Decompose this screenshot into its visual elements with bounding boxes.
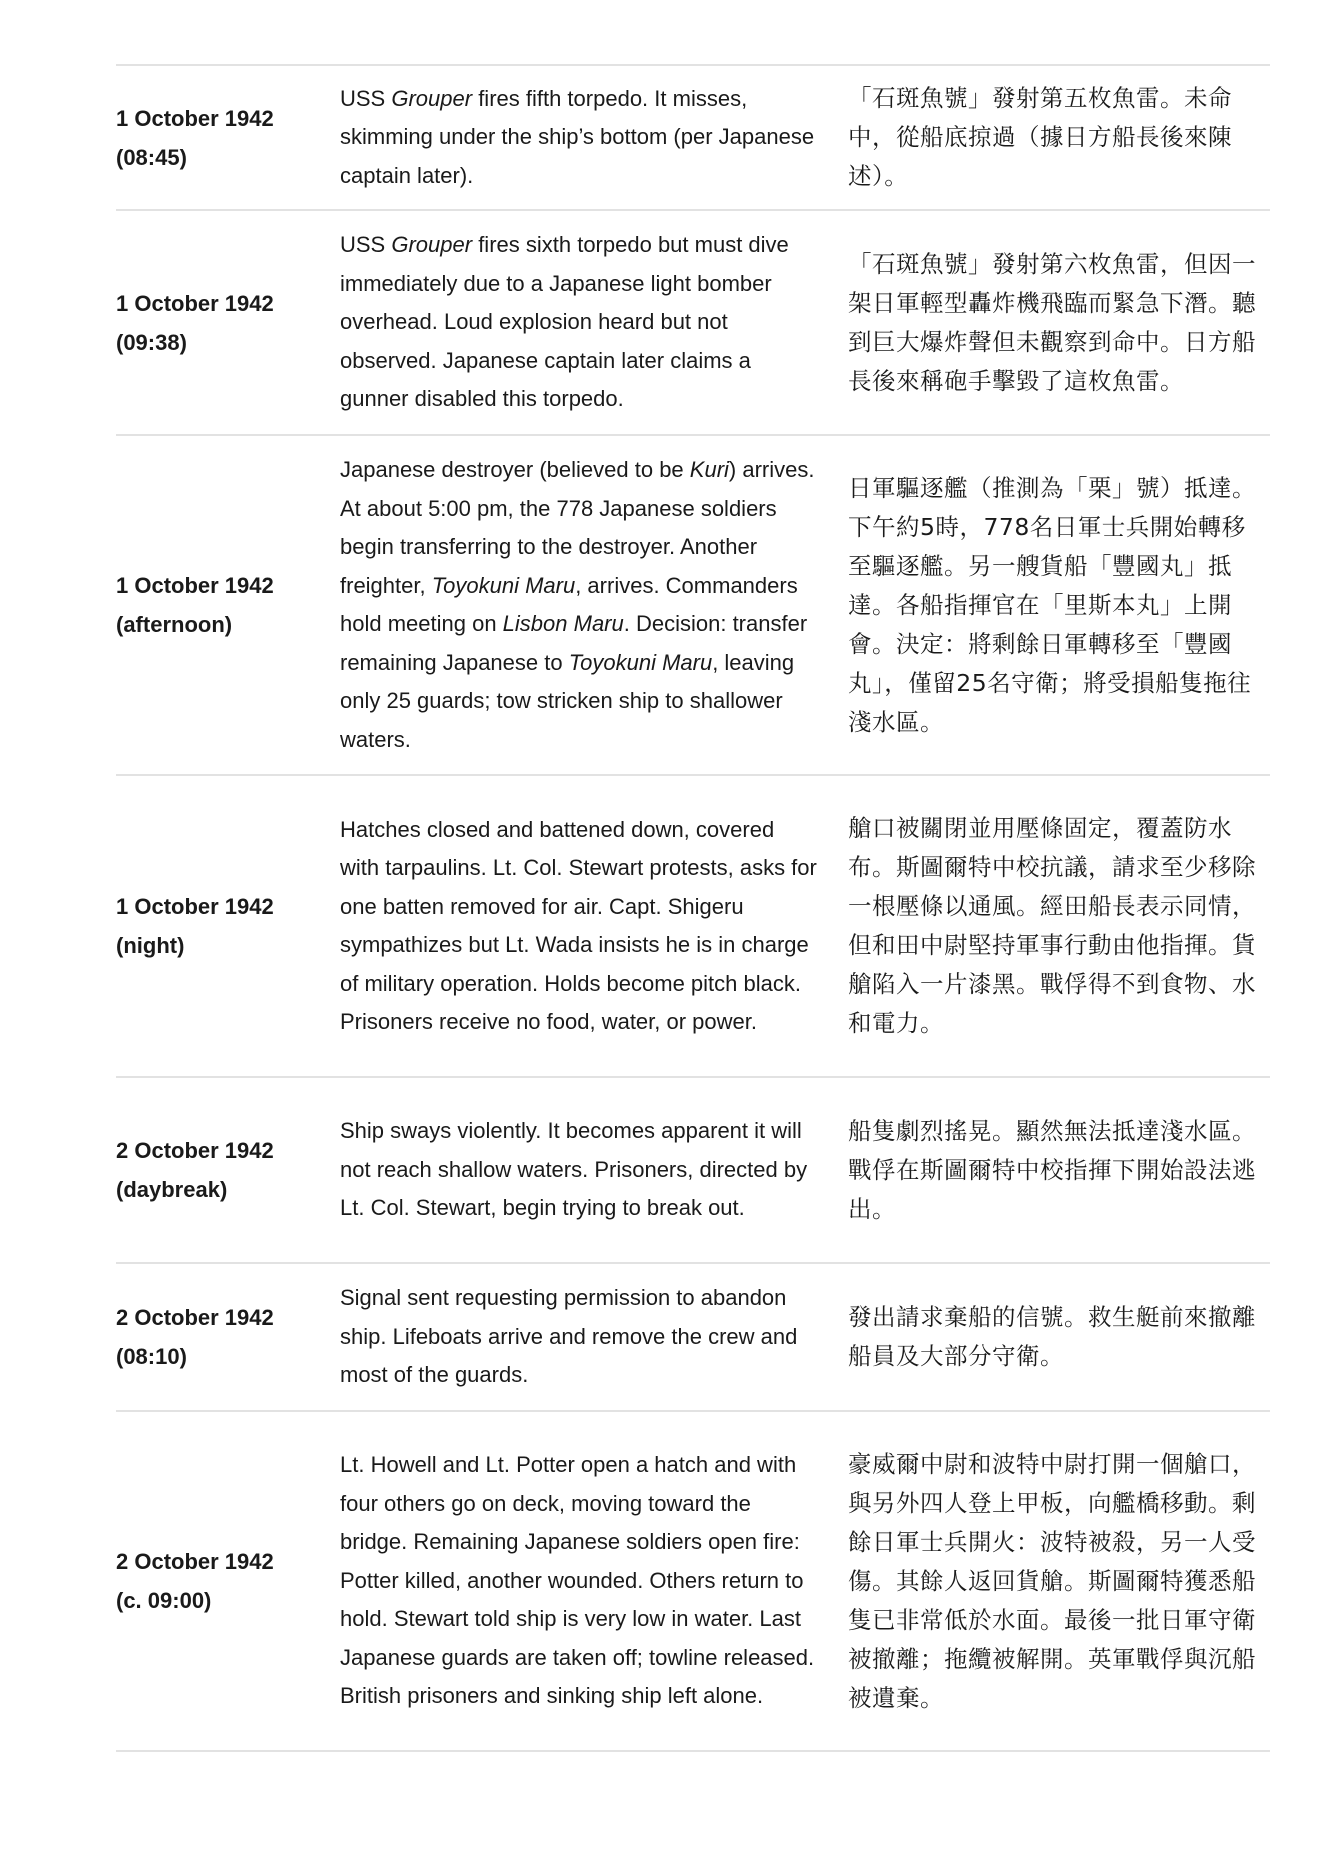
time-label: (night)	[116, 933, 185, 958]
time-label: (09:38)	[116, 329, 187, 355]
date-label: 2 October 1942	[116, 1549, 274, 1574]
time-label: (daybreak)	[116, 1177, 228, 1202]
chinese-description: 日軍驅逐艦（推測為「栗」號）抵達。下午約5時，778名日軍士兵開始轉移至驅逐艦。另一艘貨船「豐國丸」抵達。各船指揮官在「里斯本丸」上開會。決定：將剩餘日軍轉移至「豐國丸」，僅留25名守衛；將受損船隻拖往淺水區。	[848, 473, 1256, 736]
description-text: USS	[340, 232, 392, 258]
date-cell	[116, 1542, 340, 1620]
timeline-row	[116, 1264, 1270, 1412]
english-description	[340, 451, 818, 759]
description-text: fires fifth torpedo. It misses, skimming under the ship’s bottom (per Japanese captain later).	[340, 85, 815, 188]
date-label: 1 October 1942	[116, 894, 274, 919]
date-label: 1 October 1942	[116, 290, 274, 316]
date-cell	[116, 1131, 340, 1209]
description-text: , arrives. Commanders hold meeting on	[340, 572, 798, 636]
date-cell	[116, 284, 340, 362]
time-label: (08:45)	[116, 144, 187, 170]
description-text: Japanese destroyer (believed to be	[340, 457, 690, 482]
english-description	[340, 1446, 818, 1716]
english-description	[340, 1112, 818, 1228]
chinese-description: 船隻劇烈搖晃。顯然無法抵達淺水區。戰俘在斯圖爾特中校指揮下開始設法逃出。	[848, 1116, 1256, 1223]
date-label: 2 October 1942	[116, 1138, 274, 1163]
ship-name: Lisbon Maru	[502, 611, 624, 636]
timeline-row	[116, 211, 1270, 436]
time-label: (afternoon)	[116, 612, 233, 637]
timeline-row	[116, 1412, 1270, 1752]
time-label: (c. 09:00)	[116, 1588, 212, 1613]
chinese-description: 「石斑魚號」發射第五枚魚雷。未命中，從船底掠過（據日方船長後來陳述）。	[848, 84, 1232, 190]
timeline-row	[116, 776, 1270, 1078]
date-label: 1 October 1942	[116, 573, 274, 598]
ship-name: Toyokuni Maru	[431, 572, 576, 598]
ship-name: Grouper	[391, 85, 473, 111]
ship-name: Kuri	[689, 457, 729, 482]
description-text: fires sixth torpedo but must dive immediately due to a Japanese light bomber overhead. Loud explosion heard but not observed. Japanese captain later claims a gunner disabled this torpedo.	[340, 232, 789, 412]
date-label: 1 October 1942	[116, 105, 274, 131]
timeline-row	[116, 1078, 1270, 1264]
date-cell	[116, 566, 340, 644]
date-cell	[116, 99, 340, 177]
ship-name: Grouper	[391, 232, 473, 258]
chinese-description: 「石斑魚號」發射第六枚魚雷，但因一架日軍輕型轟炸機飛臨而緊急下潛。聽到巨大爆炸聲但未觀察到命中。日方船長後來稱砲手擊毀了這枚魚雷。	[848, 249, 1256, 395]
timeline-row	[116, 436, 1270, 776]
description-text: Ship sways violently. It becomes apparent it will not reach shallow waters. Prisoners, directed by Lt. Col. Stewart, begin trying to break out.	[340, 1118, 808, 1221]
description-text: . Decision: transfer remaining Japanese to	[340, 611, 808, 675]
english-description	[340, 1279, 818, 1395]
english-description	[340, 811, 818, 1042]
description-text: Hatches closed and battened down, covered with tarpaulins. Lt. Col. Stewart protests, asks for one batten removed for air. Capt. Shigeru sympathizes but Lt. Wada insists he is in charge of military operation. Holds become pitch black. Prisoners receive no food, water, or power.	[340, 816, 817, 1034]
english-description	[340, 80, 818, 196]
timeline-row	[116, 66, 1270, 211]
timeline-table	[116, 64, 1270, 1752]
date-cell	[116, 887, 340, 965]
description-text: USS	[340, 85, 392, 111]
chinese-description: 發出請求棄船的信號。救生艇前來撤離船員及大部分守衛。	[848, 1303, 1256, 1370]
english-description	[340, 226, 818, 419]
chinese-description: 豪威爾中尉和波特中尉打開一個艙口，與另外四人登上甲板，向艦橋移動。剩餘日軍士兵開火：波特被殺，另一人受傷。其餘人返回貨艙。斯圖爾特獲悉船隻已非常低於水面。最後一批日軍守衛被撤離；拖纜被解開。英軍戰俘與沉船被遺棄。	[848, 1449, 1256, 1712]
date-cell	[116, 1298, 340, 1376]
ship-name: Toyokuni Maru	[568, 649, 713, 675]
description-text: Signal sent requesting permission to abandon ship. Lifeboats arrive and remove the crew and most of the guards.	[340, 1285, 798, 1388]
description-text: , leaving only 25 guards; tow stricken ship to shallower waters.	[340, 649, 795, 752]
chinese-description: 艙口被關閉並用壓條固定，覆蓋防水布。斯圖爾特中校抗議，請求至少移除一根壓條以通風。經田船長表示同情，但和田中尉堅持軍事行動由他指揮。貨艙陷入一片漆黑。戰俘得不到食物、水和電力。	[848, 814, 1256, 1037]
description-text: ) arrives. At about 5:00 pm, the 778 Japanese soldiers begin transferring to the destroyer. Another freighter,	[340, 457, 815, 598]
time-label: (08:10)	[116, 1344, 187, 1369]
date-label: 2 October 1942	[116, 1305, 274, 1330]
description-text: Lt. Howell and Lt. Potter open a hatch and with four others go on deck, moving toward the bridge. Remaining Japanese soldiers open fire: Potter killed, another wounded. Others return to hold. Stewart told ship is very low in water. Last Japanese guards are taken off; towline released. British prisoners and sinking ship left alone.	[340, 1452, 815, 1709]
